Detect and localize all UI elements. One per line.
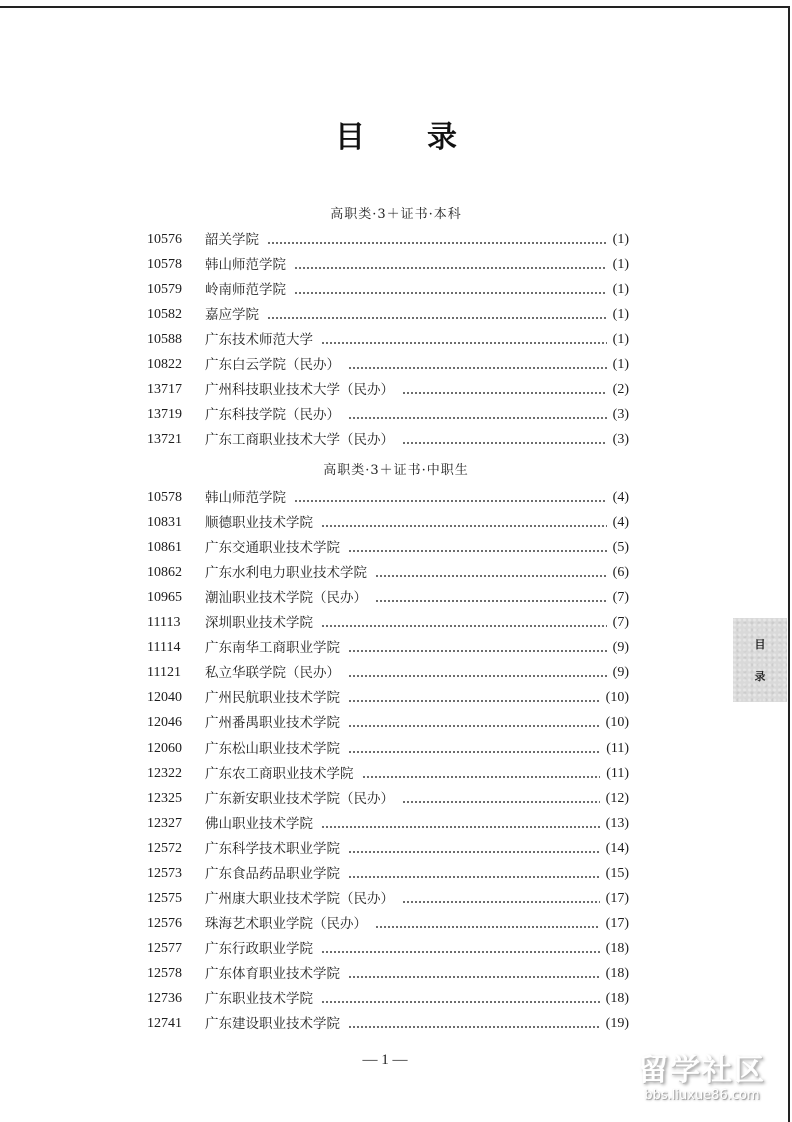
toc-entry-name: 私立华联学院（民办） xyxy=(205,665,340,682)
side-tab-char: 录 xyxy=(754,670,766,683)
toc-entry-code: 12322 xyxy=(147,765,182,781)
toc-entry-code: 10965 xyxy=(147,590,182,606)
dot-leader xyxy=(348,367,607,369)
dot-leader xyxy=(321,525,607,527)
toc-entry-code: 10576 xyxy=(147,232,182,247)
toc-entry-name: 广东食品药品职业学院 xyxy=(205,865,340,882)
toc-entry-page: (17) xyxy=(605,915,629,931)
dot-leader xyxy=(267,317,607,319)
dot-leader xyxy=(321,625,607,627)
toc-entry xyxy=(147,889,629,909)
dot-leader xyxy=(348,725,600,727)
toc-entry-code: 11114 xyxy=(147,640,181,656)
toc-entry xyxy=(147,939,629,959)
toc-entry-code: 12577 xyxy=(147,940,182,956)
toc-entry-page: (11) xyxy=(606,765,629,781)
toc-entry-code: 12572 xyxy=(147,840,182,856)
toc-entry-name: 广东行政职业学院 xyxy=(205,940,313,957)
toc-entry-page: (17) xyxy=(605,890,629,906)
toc-entry-code: 12741 xyxy=(147,1016,182,1032)
toc-entry xyxy=(147,588,629,608)
toc-entry-name: 深圳职业技术学院 xyxy=(205,615,313,632)
dot-leader xyxy=(375,600,607,602)
toc-entry xyxy=(147,513,629,533)
toc-entry-page: (5) xyxy=(612,540,629,556)
toc-entry-page: (6) xyxy=(612,565,629,581)
toc-entry-name: 广东科技学院（民办） xyxy=(205,407,340,424)
dot-leader xyxy=(294,292,607,294)
dot-leader xyxy=(348,851,600,853)
toc-entry-page: (1) xyxy=(612,332,629,348)
toc-entry xyxy=(147,764,629,784)
dot-leader xyxy=(348,700,600,702)
toc-entry-page: (18) xyxy=(605,965,629,981)
toc-entry xyxy=(147,789,629,809)
dot-leader xyxy=(348,876,600,878)
page-border-right xyxy=(788,6,790,1122)
toc-entry-code: 12578 xyxy=(147,965,182,981)
toc-entry-name: 广东白云学院（民办） xyxy=(205,357,340,374)
dot-leader xyxy=(402,392,607,394)
toc-entry-code: 11113 xyxy=(147,615,181,631)
dot-leader xyxy=(321,951,600,953)
toc-entry-page: (1) xyxy=(612,282,629,298)
dot-leader xyxy=(348,1026,600,1028)
toc-entry xyxy=(147,255,629,275)
toc-entry-page: (18) xyxy=(605,940,629,956)
toc-entry xyxy=(147,280,629,300)
dot-leader xyxy=(348,751,600,753)
dot-leader xyxy=(348,675,607,677)
toc-entry-name: 广州民航职业技术学院 xyxy=(205,690,340,707)
toc-entry-code: 13719 xyxy=(147,407,182,423)
toc-entry xyxy=(147,989,629,1009)
toc-entry xyxy=(147,488,629,508)
toc-entry-name: 广东科学技术职业学院 xyxy=(205,840,340,857)
toc-entry-page: (19) xyxy=(605,1016,629,1032)
toc-entry xyxy=(147,713,629,733)
toc-entry-code: 12573 xyxy=(147,865,182,881)
dot-leader xyxy=(375,575,607,577)
section-heading-undergrad: 高职类·3＋证书·本科 xyxy=(330,207,462,222)
toc-entry xyxy=(147,814,629,834)
toc-entry-name: 潮汕职业技术学院（民办） xyxy=(205,590,367,607)
toc-entry xyxy=(147,914,629,934)
toc-entry-code: 12576 xyxy=(147,915,182,931)
toc-entry xyxy=(147,330,629,350)
toc-entry-page: (15) xyxy=(605,865,629,881)
toc-entry-page: (13) xyxy=(605,815,629,831)
toc-entry-page: (1) xyxy=(612,307,629,323)
toc-entry-page: (1) xyxy=(612,232,629,247)
dot-leader xyxy=(321,1001,600,1003)
page-title xyxy=(0,112,792,156)
toc-entry xyxy=(147,964,629,984)
dot-leader xyxy=(375,926,600,928)
toc-entry-name: 佛山职业技术学院 xyxy=(205,815,313,832)
toc-entry xyxy=(147,688,629,708)
toc-entry-name: 广东农工商职业技术学院 xyxy=(205,765,354,782)
toc-entry-page: (10) xyxy=(605,690,629,706)
toc-entry-page: (18) xyxy=(605,991,629,1006)
toc-entry-code: 12040 xyxy=(147,690,182,706)
toc-entry-name: 韶关学院 xyxy=(205,232,259,248)
dot-leader xyxy=(348,650,607,652)
toc-entry xyxy=(147,563,629,583)
dot-leader xyxy=(294,500,607,502)
toc-entry-name: 嘉应学院 xyxy=(205,307,259,324)
dot-leader xyxy=(402,442,607,444)
dot-leader xyxy=(348,550,607,552)
toc-entry-code: 10861 xyxy=(147,540,182,556)
toc-entry-name: 广州科技职业技术大学（民办） xyxy=(205,382,394,399)
toc-entry xyxy=(147,230,629,250)
toc-entry-name: 岭南师范学院 xyxy=(205,282,286,299)
toc-entry-name: 广东建设职业技术学院 xyxy=(205,1016,340,1033)
toc-entry-code: 12325 xyxy=(147,790,182,806)
side-tab-char: 目 xyxy=(754,638,766,651)
page-title-char: 目 xyxy=(335,120,365,155)
toc-entry-code: 12575 xyxy=(147,890,182,906)
toc-entry-code: 12060 xyxy=(147,740,182,756)
dot-leader xyxy=(321,342,607,344)
watermark xyxy=(622,1054,782,1114)
toc-entry-page: (3) xyxy=(612,407,629,423)
toc-entry-code: 13721 xyxy=(147,432,182,448)
toc-entry-page: (2) xyxy=(612,382,629,398)
toc-entry-name: 韩山师范学院 xyxy=(205,490,286,506)
dot-leader xyxy=(267,242,607,244)
toc-entry-page: (10) xyxy=(605,715,629,731)
side-tab-contents xyxy=(733,618,787,702)
toc-entry-name: 珠海艺术职业学院（民办） xyxy=(205,915,367,932)
page-border-top xyxy=(0,6,790,8)
dot-leader xyxy=(348,976,600,978)
toc-entry-page: (1) xyxy=(612,357,629,373)
toc-entry-code: 10588 xyxy=(147,332,182,348)
toc-entry-name: 顺德职业技术学院 xyxy=(205,515,313,532)
toc-entry-code: 12736 xyxy=(147,991,182,1006)
toc-entry-code: 10578 xyxy=(147,257,182,273)
toc-entry-code: 10822 xyxy=(147,357,182,373)
toc-entry-name: 广东工商职业技术大学（民办） xyxy=(205,432,394,449)
toc-entry-name: 广东南华工商职业学院 xyxy=(205,640,340,657)
toc-entry-page: (4) xyxy=(612,515,629,531)
toc-entry xyxy=(147,430,629,450)
toc-entry-code: 11121 xyxy=(147,665,181,681)
toc-entry-name: 广东松山职业技术学院 xyxy=(205,740,340,757)
toc-entry-name: 广东新安职业技术学院（民办） xyxy=(205,790,394,807)
dot-leader xyxy=(362,776,601,778)
toc-entry xyxy=(147,864,629,884)
toc-entry-code: 10862 xyxy=(147,565,182,581)
dot-leader xyxy=(402,901,600,903)
toc-entry xyxy=(147,380,629,400)
toc-entry-name: 广东技术师范大学 xyxy=(205,332,313,349)
toc-entry xyxy=(147,305,629,325)
toc-entry xyxy=(147,538,629,558)
toc-entry-name: 广东交通职业技术学院 xyxy=(205,540,340,557)
toc-entry xyxy=(147,839,629,859)
toc-entry-name: 广东职业技术学院 xyxy=(205,991,313,1007)
toc-entry xyxy=(147,355,629,375)
toc-entry-page: (11) xyxy=(606,740,629,756)
toc-entry-code: 12327 xyxy=(147,815,182,831)
toc-entry xyxy=(147,405,629,425)
toc-entry xyxy=(147,613,629,633)
toc-entry-name: 广东体育职业技术学院 xyxy=(205,965,340,982)
toc-entry xyxy=(147,663,629,683)
dot-leader xyxy=(321,826,600,828)
toc-entry-code: 13717 xyxy=(147,382,182,398)
toc-entry-page: (7) xyxy=(612,590,629,606)
toc-entry-code: 12046 xyxy=(147,715,182,731)
page-number-footer: — 1 — xyxy=(362,1052,408,1068)
toc-entry-page: (1) xyxy=(612,257,629,273)
dot-leader xyxy=(348,417,607,419)
toc-entry-page: (14) xyxy=(605,840,629,856)
toc-entry-page: (9) xyxy=(612,640,629,656)
dot-leader xyxy=(294,267,607,269)
toc-entry-code: 10831 xyxy=(147,515,182,531)
page-title-char: 录 xyxy=(427,120,457,155)
toc-entry-code: 10579 xyxy=(147,282,182,298)
watermark-url: bbs.liuxue86.com xyxy=(644,1088,760,1103)
toc-entry xyxy=(147,739,629,759)
toc-entry-page: (7) xyxy=(612,615,629,631)
toc-entry-name: 广州康大职业技术学院（民办） xyxy=(205,890,394,907)
toc-entry xyxy=(147,1014,629,1034)
toc-entry-name: 广东水利电力职业技术学院 xyxy=(205,565,367,582)
toc-entry-code: 10578 xyxy=(147,490,182,505)
section-heading-vocational: 高职类·3＋证书·中职生 xyxy=(323,463,469,478)
toc-entry-page: (12) xyxy=(605,790,629,806)
toc-entry-page: (9) xyxy=(612,665,629,681)
toc-entry-name: 广州番禺职业技术学院 xyxy=(205,715,340,732)
toc-entry-page: (4) xyxy=(612,490,629,505)
toc-entry-name: 韩山师范学院 xyxy=(205,257,286,274)
toc-entry-code: 10582 xyxy=(147,307,182,323)
toc-entry xyxy=(147,638,629,658)
toc-entry-page: (3) xyxy=(612,432,629,448)
watermark-logo-text: 留学社区 xyxy=(638,1053,766,1088)
dot-leader xyxy=(402,801,600,803)
